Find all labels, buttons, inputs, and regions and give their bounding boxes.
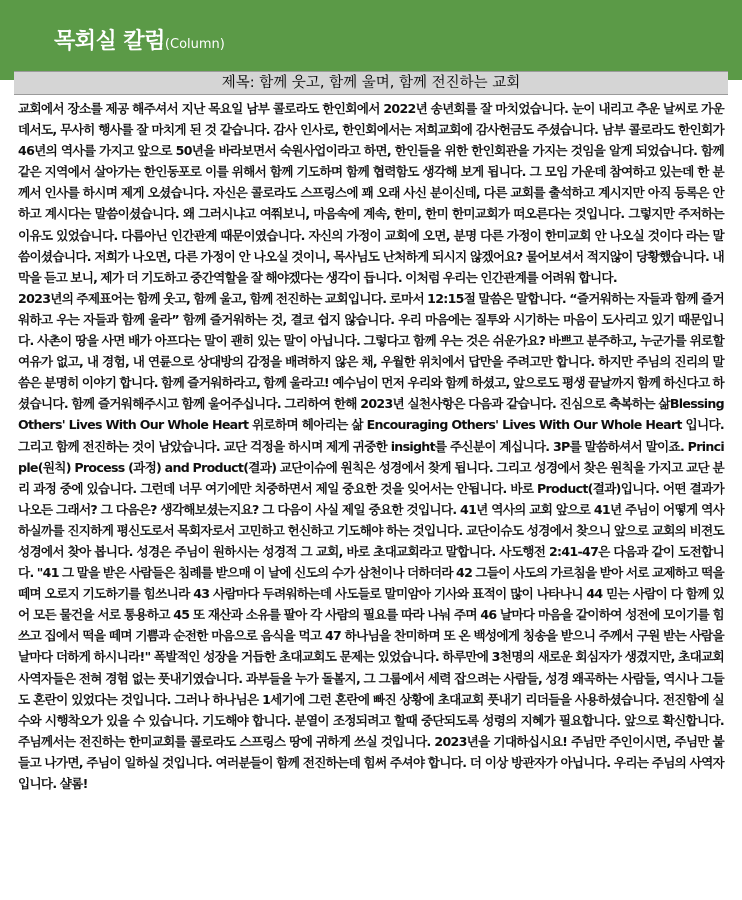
article-body xyxy=(18,98,724,794)
article-title-bar xyxy=(14,71,728,95)
article-title: 제목: 함께 웃고, 함께 울며, 함께 전진하는 교회 xyxy=(221,75,521,91)
column-title: 목회실 칼럼 xyxy=(54,29,165,54)
column-header xyxy=(0,0,742,80)
column-subtitle: (Column) xyxy=(164,37,225,52)
article-paragraph-1: 교회에서 장소를 제공 해주셔서 지난 목요일 남부 콜로라도 한인회에서 2022년 송년회를 잘 마치었습니다. 눈이 내리고 추운 날씨로 가운데서도, 무사히 행사를 잘 마치게 된 것 같습니다. 감사 인사로, 한인회에서는 저희교회에 감사헌금도 주셨습니다. 남부 콜로라도 한인회가 46년의 역사를 가지고 앞으로 50년을 바라보면서 숙원사업이라고 하면, 한인들을 위한 한인회관을 가지는 것임을 알게 되었습니다. 함께 같은 지역에서 살아가는 한인동포로 이를 위해서 함께 기도하며 함께 협력함도 생각해 보게 됩니다. 그 모임 가운데 참여하고 있는데 한 분께서 인사를 하시며 제게 오셨습니다. 자신은 콜로라도 스프링스에 꽤 오래 사신 분이신데, 다른 교회를 출석하고 계시지만 아직 등록은 안하고 계시다는 말씀이셨습니다. 왜 그러시냐고 여쭤보니, 마음속에 계속, 한미, 한미 한미교회가 떠오른다는 것입니다. 그렇지만 주저하는 이유도 있었습니다. 다름아닌 인간관계 때문이였습니다. 자신의 가정이 교회에 오면, 분명 다른 가정이 한미교회 안 나오실 것이다 라는 말씀이셨습니다. 저희가 나오면, 다른 가정이 안 나오실 것이니, 목사님도 난처하게 되시지 않겠어요? 물어보셔서 적지않이 당황했습니다. 내막을 듣고 보니, 제가 더 기도하고 중간역할을 잘 해야겠다는 생각이 듭니다. 이처럼 우리는 인간관계를 어려워 합니다. xyxy=(18,101,724,285)
article-paragraph-2: 2023년의 주제표어는 함께 웃고, 함께 울고, 함께 전진하는 교회입니다. 로마서 12:15절 말씀은 말합니다. “즐거워하는 자들과 함께 즐거워하고 우는 자들과 함께 울라” 함께 즐거워하는 것, 결코 쉽지 않습니다. 우리 마음에는 질투와 시기하는 마음이 도사리고 있기 때문입니다. 사촌이 땅을 사면 배가 아프다는 말이 괜히 있는 말이 아닙니다. 그렇다고 함께 우는 것은 쉬운가요? 바쁘고 분주하고, 누군가를 위로할 여유가 없고, 내 경험, 내 연륜으로 상대방의 감정을 배려하지 않은 채, 우월한 위치에서 답만을 주려고만 합니다. 하지만 주님의 진리의 말씀은 분명히 이야기 합니다. 함께 즐거워하라고, 함께 울라고! 예수님이 먼저 우리와 함께 하셨고, 앞으로도 평생 끝날까지 함께 하신다고 하셨습니다. 함께 즐거워해주시고 함께 울어주십니다. 그리하여 한해 2023년 실천사항은 다음과 같습니다. 진심으로 축복하는 삶Blessing Others' Lives With Our Whole Heart 위로하며 헤아리는 삶 Encouraging Others' Lives With Our Whole Heart 입니다. 그리고 함께 전진하는 것이 남았습니다. 교단 걱정을 하시며 제게 귀중한 insight를 주신분이 계십니다. 3P를 말씀하셔서 말이죠. Principle(원칙) Process (과정) and Product(결과) 교단이슈에 원칙은 성경에서 찾게 됩니다. 그리고 성경에서 찾은 원칙을 가지고 교단 분리 과정 중에 있습니다. 그런데 너무 여기에만 치중하면서 제일 중요한 것을 잊어서는 안됩니다. 바로 Product(결과)입니다. 어떤 결과가 나오든 그래서? 그 다음은? 생각해보셨는지요? 그 다음이 사실 제일 중요한 것입니다. 41년 역사의 교회 앞으로 41년 주님이 어떻게 역사하실까를 진지하게 평신도로서 목회자로서 고민하고 헌신하고 기도해야 하는 것입니다. 교단이슈도 성경에서 찾으니 앞으로 교회의 비젼도 성경에서 찾아 봅니다. 성경은 주님이 원하시는 성경적 그 교회, 바로 초대교회라고 말합니다. 사도행전 2:41-47은 다음과 같이 도전합니다. "41 그 말을 받은 사람들은 침례를 받으매 이 날에 신도의 수가 삼천이나 더하더라 42 그들이 사도의 가르침을 받아 서로 교제하고 떡을 떼며 오로지 기도하기를 힘쓰니라 43 사람마다 두려워하는데 사도들로 말미암아 기사와 표적이 많이 나타나니 44 믿는 사람이 다 함께 있어 모든 물건을 서로 통용하고 45 또 재산과 소유를 팔아 각 사람의 필요를 따라 나눠 주며 46 날마다 마음을 같이하여 성전에 모이기를 힘쓰고 집에서 떡을 떼며 기쁨과 순전한 마음으로 음식을 먹고 47 하나님을 찬미하며 또 온 백성에게 칭송을 받으니 주께서 구원 받는 사람을 날마다 더하게 하시니라!" 폭발적인 성장을 거듭한 초대교회도 문제는 있었습니다. 하루만에 3천명의 새로운 회심자가 생겼지만, 초대교회 사역자들은 전혀 경험 없는 풋내기였습니다. 과부들을 누가 돌볼지, 그 그룹에서 세력 잡으려는 사람들, 성경 왜곡하는 사람들, 역시나 그들도 혼란이 있었다는 것입니다. 그러나 하나님은 1세기에 그런 혼란에 빠진 상황에 초대교회 풋내기 리더들을 사용하셨습니다. 전진함에 실수와 시행착오가 있을 수 있습니다. 기도해야 합니다. 분열이 조정되려고 할때 중단되도록 성령의 지혜가 필요합니다. 앞으로 확신합니다. 주님께서는 전진하는 한미교회를 콜로라도 스프링스 땅에 귀하게 쓰실 것입니다. 2023년을 기대하십시요! 주님만 주인이시면, 주님만 붙들고 나가면, 주님이 일하실 것입니다. 여러분들이 함께 전진하는데 힘써 주셔야 합니다. 더 이상 방관자가 아닙니다. 우리는 주님의 사역자 입니다. 샬롬! xyxy=(18,290,724,791)
column-heading xyxy=(54,24,225,55)
